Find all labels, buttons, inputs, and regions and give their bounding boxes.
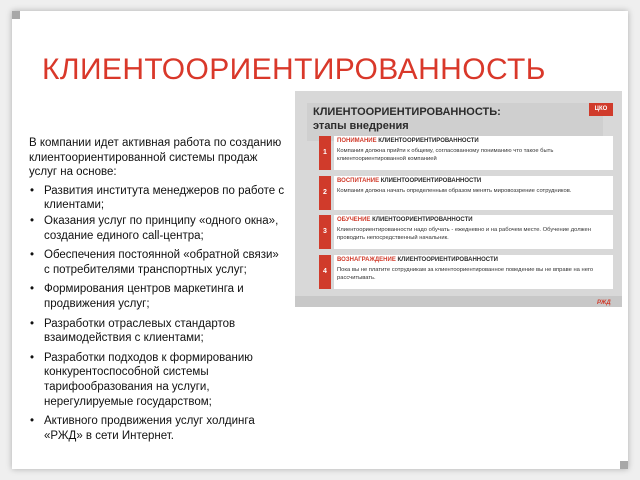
company-logo-icon: ЦКО	[589, 103, 613, 116]
slide-title: КЛИЕНТООРИЕНТИРОВАННОСТЬ	[42, 53, 546, 86]
stage-box	[334, 176, 613, 210]
stage-text: Компания должна прийти к общему, согласованному пониманию что такое быть клиентоориентированной компанией	[337, 148, 554, 162]
stage-keyword: ПОНИМАНИЕ	[337, 138, 377, 144]
panel-subtitle: этапы внедрения	[313, 120, 409, 132]
stages-image-panel	[295, 91, 622, 307]
stage-heading	[337, 217, 473, 223]
stage-heading-rest: КЛИЕНТООРИЕНТИРОВАННОСТИ	[370, 217, 473, 223]
stage-2	[319, 176, 613, 210]
stage-number: 3	[319, 215, 331, 249]
list-item: • Развития института менеджеров по работе с клиентами;	[29, 184, 287, 213]
slide-corner-bottom-right	[620, 461, 628, 469]
list-item: • Активного продвижения услуг холдинга «РЖД» в сети Интернет.	[29, 414, 287, 443]
stage-text: Пока вы не платите сотрудникам за клиентоориентированное поведение вы не вправе на него рассчитывать.	[337, 267, 594, 281]
list-item: • Разработки подходов к формированию конкурентоспособной системы тарифообразования на услуги, нерегулируемые государством;	[29, 351, 287, 409]
stage-heading	[337, 138, 479, 144]
stage-keyword: ОБУЧЕНИЕ	[337, 217, 371, 223]
panel-bottom-strip	[295, 296, 622, 307]
stage-keyword: ВОЗНАГРАЖДЕНИЕ	[337, 257, 396, 263]
intro-list	[29, 184, 287, 444]
intro-lead: В компании идет активная работа по созданию клиентоориентированной системы продаж услуг на основе:	[29, 137, 282, 179]
stage-text: Клиентоориентированности надо обучать - ежедневно и на рабочем месте. Обучение должен проводить непосредственный начальник.	[337, 227, 591, 241]
stage-heading-rest: КЛИЕНТООРИЕНТИРОВАННОСТИ	[376, 138, 479, 144]
stage-number: 2	[319, 176, 331, 210]
stage-box	[334, 136, 613, 170]
stage-number: 4	[319, 255, 331, 289]
stage-keyword: ВОСПИТАНИЕ	[337, 178, 380, 184]
stage-heading-rest: КЛИЕНТООРИЕНТИРОВАННОСТИ	[395, 257, 498, 263]
intro-text-block	[29, 136, 287, 448]
stage-text: Компания должна начать определенным образом менять мировоззрение сотрудников.	[337, 188, 572, 194]
stage-heading-rest: КЛИЕНТООРИЕНТИРОВАННОСТИ	[379, 178, 482, 184]
list-item: • Обеспечения постоянной «обратной связи» с потребителями транспортных услуг;	[29, 248, 287, 277]
slide	[12, 11, 628, 469]
list-item: • Разработки отраслевых стандартов взаимодействия с клиентами;	[29, 317, 287, 346]
stage-3	[319, 215, 613, 249]
panel-title: КЛИЕНТООРИЕНТИРОВАННОСТЬ:	[313, 106, 501, 118]
stage-4	[319, 255, 613, 289]
stage-number: 1	[319, 136, 331, 170]
rzd-logo-icon: РЖД	[597, 300, 611, 306]
stage-box	[334, 215, 613, 249]
stage-heading	[337, 257, 498, 263]
stage-1	[319, 136, 613, 170]
stage-box	[334, 255, 613, 289]
list-item: • Оказания услуг по принципу «одного окна», создание единого call-центра;	[29, 214, 287, 243]
slide-corner-top-left	[12, 11, 20, 19]
list-item: • Формирования центров маркетинга и продвижения услуг;	[29, 282, 287, 311]
stage-heading	[337, 178, 481, 184]
